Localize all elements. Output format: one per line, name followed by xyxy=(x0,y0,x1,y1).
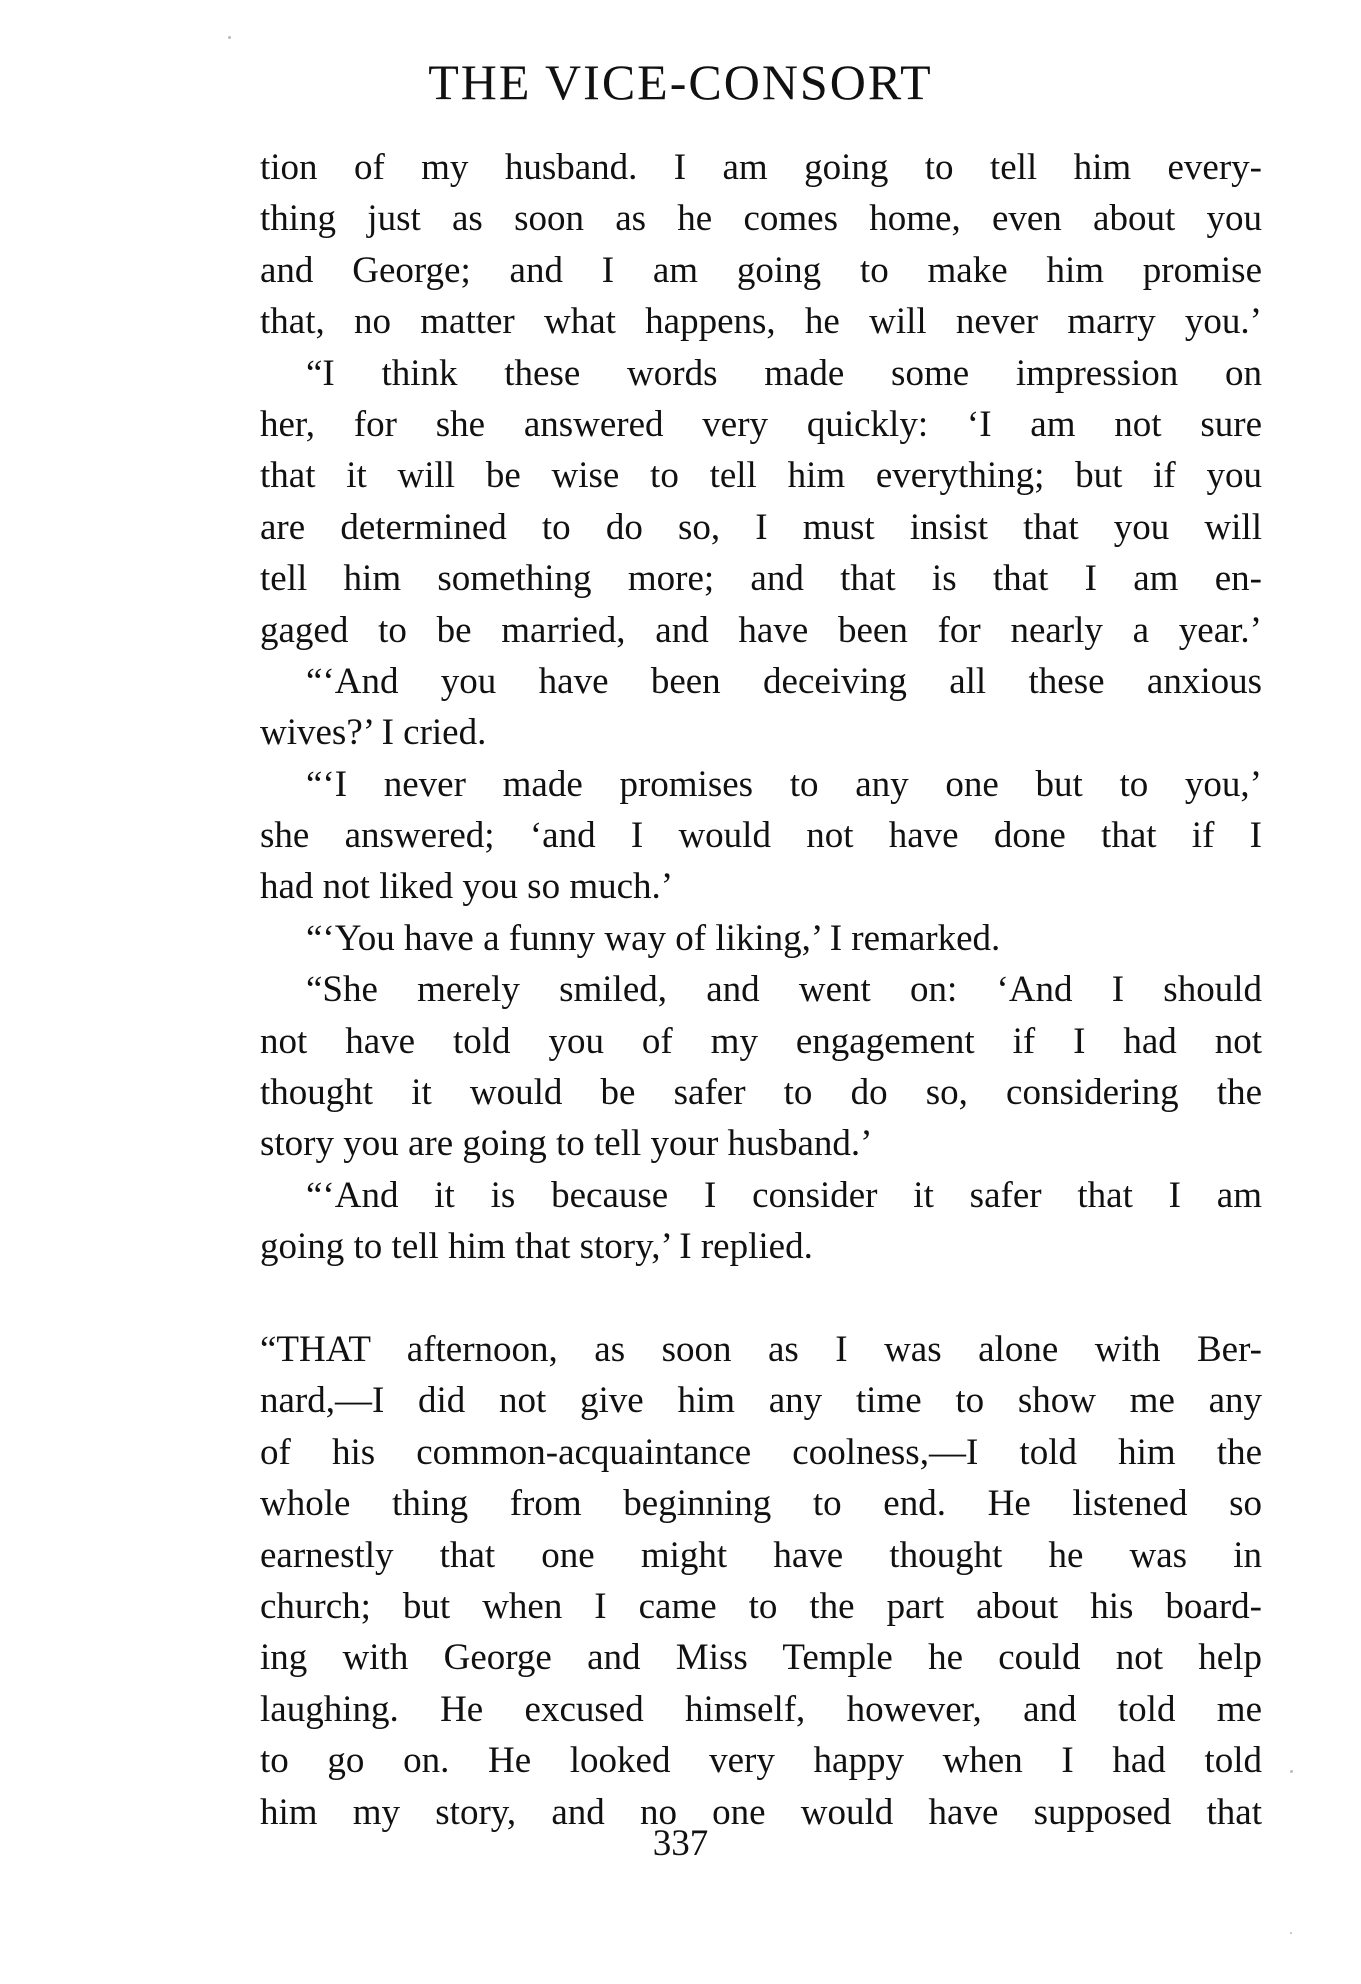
text-line: “‘I never made promises to any one but to you,’ xyxy=(306,763,1262,805)
text-line: that it will be wise to tell him everything; but if you xyxy=(260,455,1262,497)
scan-speck xyxy=(1290,1932,1292,1934)
paragraph xyxy=(260,348,1262,656)
text-line: had not liked you so much.’ xyxy=(260,866,674,908)
text-line: story you are going to tell your husband.’ xyxy=(260,1123,873,1165)
text-line: nard,—I did not give him any time to show me any xyxy=(260,1380,1262,1422)
paragraph xyxy=(260,1170,1262,1273)
text-line: laughing. He excused himself, however, and told me xyxy=(260,1688,1262,1730)
paragraph xyxy=(260,656,1262,759)
paragraph xyxy=(260,964,1262,1170)
text-line: wives?’ I cried. xyxy=(260,712,487,754)
text-line: to go on. He looked very happy when I had told xyxy=(260,1740,1262,1782)
running-head-title: THE VICE-CONSORT xyxy=(428,54,933,110)
text-line: earnestly that one might have thought he was in xyxy=(260,1534,1262,1576)
text-line: not have told you of my engagement if I had not xyxy=(260,1020,1262,1062)
paragraph xyxy=(260,913,1262,964)
text-line: tell him something more; and that is that I am en- xyxy=(260,558,1262,600)
text-line: that, no matter what happens, he will never marry you.’ xyxy=(260,301,1262,343)
text-line: of his common-acquaintance coolness,—I told him the xyxy=(260,1431,1262,1473)
text-line: going to tell him that story,’ I replied. xyxy=(260,1226,813,1268)
text-line: church; but when I came to the part about his board- xyxy=(260,1585,1262,1627)
text-line: her, for she answered very quickly: ‘I am not sure xyxy=(260,403,1262,445)
paragraph xyxy=(260,759,1262,913)
text-line: “‘And you have been deceiving all these anxious xyxy=(306,660,1262,702)
text-line: “She merely smiled, and went on: ‘And I should xyxy=(306,969,1262,1011)
text-line: thing just as soon as he comes home, even about you xyxy=(260,198,1262,240)
text-line: ing with George and Miss Temple he could not help xyxy=(260,1637,1262,1679)
text-line: thought it would be safer to do so, considering the xyxy=(260,1072,1262,1114)
text-line: “‘And it is because I consider it safer that I am xyxy=(306,1174,1262,1216)
text-line: tion of my husband. I am going to tell him every- xyxy=(260,147,1262,188)
text-line: she answered; ‘and I would not have done that if I xyxy=(260,815,1262,857)
text-line: whole thing from beginning to end. He listened so xyxy=(260,1483,1262,1525)
scan-speck xyxy=(1290,1770,1293,1773)
text-line: and George; and I am going to make him promise xyxy=(260,249,1262,291)
text-line: gaged to be married, and have been for nearly a year.’ xyxy=(260,609,1262,651)
body-text xyxy=(260,142,1262,1838)
page-number: 337 xyxy=(652,1823,709,1864)
paragraph xyxy=(260,1324,1262,1838)
text-line: “THAT afternoon, as soon as I was alone with Ber- xyxy=(260,1328,1262,1370)
text-line: are determined to do so, I must insist that you will xyxy=(260,506,1262,548)
paragraph xyxy=(260,142,1262,348)
section-break xyxy=(260,1273,1262,1324)
text-line: “I think these words made some impression on xyxy=(306,352,1262,394)
text-line: him my story, and no one would have supposed that xyxy=(260,1791,1262,1833)
text-line: “‘You have a funny way of liking,’ I remarked. xyxy=(306,917,1001,959)
scan-speck xyxy=(228,36,231,39)
